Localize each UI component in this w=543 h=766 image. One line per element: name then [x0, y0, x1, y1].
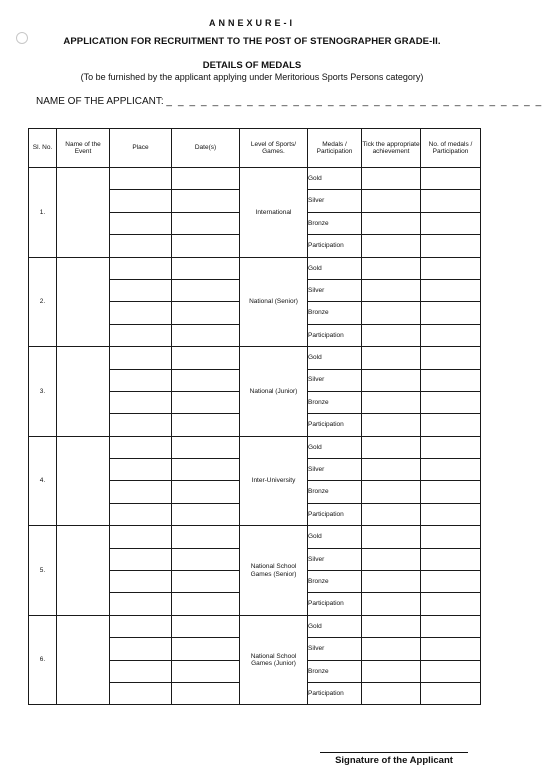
medal-type-cell: Bronze [308, 481, 362, 503]
place-cell[interactable] [110, 459, 172, 481]
date-cell[interactable] [172, 593, 240, 615]
place-cell[interactable] [110, 279, 172, 301]
applicant-name-label: NAME OF THE APPLICANT: [36, 96, 164, 107]
medal-count-cell[interactable] [421, 168, 481, 190]
tick-achievement-cell[interactable] [362, 436, 421, 458]
tick-achievement-cell[interactable] [362, 682, 421, 704]
medal-count-cell[interactable] [421, 459, 481, 481]
medal-count-cell[interactable] [421, 414, 481, 436]
medal-type-cell: Bronze [308, 660, 362, 682]
place-cell[interactable] [110, 660, 172, 682]
event-name-cell[interactable] [57, 168, 110, 258]
medals-table [28, 128, 481, 705]
medal-count-cell[interactable] [421, 481, 481, 503]
level-cell: International [240, 168, 308, 258]
serial-number-cell: 3. [29, 347, 57, 437]
medal-count-cell[interactable] [421, 257, 481, 279]
medal-type-cell: Silver [308, 548, 362, 570]
header-tick: Tick the appropriate achievement [362, 129, 421, 168]
level-cell: Inter-University [240, 436, 308, 526]
medal-type-cell: Silver [308, 638, 362, 660]
table-row [29, 168, 481, 190]
tick-achievement-cell[interactable] [362, 526, 421, 548]
date-cell[interactable] [172, 503, 240, 525]
date-cell[interactable] [172, 324, 240, 346]
date-cell[interactable] [172, 279, 240, 301]
medal-type-cell: Bronze [308, 302, 362, 324]
tick-achievement-cell[interactable] [362, 324, 421, 346]
table-row [29, 347, 481, 369]
date-cell[interactable] [172, 257, 240, 279]
tick-achievement-cell[interactable] [362, 235, 421, 257]
table-row [29, 615, 481, 637]
medal-type-cell: Silver [308, 190, 362, 212]
place-cell[interactable] [110, 347, 172, 369]
level-cell: National (Senior) [240, 257, 308, 347]
place-cell[interactable] [110, 369, 172, 391]
medal-count-cell[interactable] [421, 682, 481, 704]
event-name-cell[interactable] [57, 615, 110, 705]
event-name-cell[interactable] [57, 347, 110, 437]
tick-achievement-cell[interactable] [362, 459, 421, 481]
tick-achievement-cell[interactable] [362, 548, 421, 570]
medal-count-cell[interactable] [421, 235, 481, 257]
serial-number-cell: 2. [29, 257, 57, 347]
place-cell[interactable] [110, 324, 172, 346]
date-cell[interactable] [172, 548, 240, 570]
place-cell[interactable] [110, 571, 172, 593]
date-cell[interactable] [172, 391, 240, 413]
tick-achievement-cell[interactable] [362, 212, 421, 234]
place-cell[interactable] [110, 503, 172, 525]
medal-type-cell: Participation [308, 235, 362, 257]
annexure-heading: ANNEXURE-I [208, 18, 295, 28]
place-cell[interactable] [110, 235, 172, 257]
medals-table-body [29, 168, 481, 705]
place-cell[interactable] [110, 212, 172, 234]
table-row [29, 436, 481, 458]
medal-type-cell: Gold [308, 615, 362, 637]
serial-number-cell: 1. [29, 168, 57, 258]
tick-achievement-cell[interactable] [362, 391, 421, 413]
date-cell[interactable] [172, 212, 240, 234]
medal-type-cell: Silver [308, 369, 362, 391]
medal-count-cell[interactable] [421, 548, 481, 570]
tick-achievement-cell[interactable] [362, 481, 421, 503]
tick-achievement-cell[interactable] [362, 571, 421, 593]
medal-count-cell[interactable] [421, 660, 481, 682]
medal-type-cell: Participation [308, 593, 362, 615]
place-cell[interactable] [110, 302, 172, 324]
details-title: DETAILS OF MEDALS [202, 60, 302, 71]
medal-type-cell: Participation [308, 503, 362, 525]
date-cell[interactable] [172, 638, 240, 660]
place-cell[interactable] [110, 257, 172, 279]
medal-type-cell: Bronze [308, 212, 362, 234]
applicant-name-row [36, 96, 543, 107]
medal-count-cell[interactable] [421, 571, 481, 593]
table-row [29, 526, 481, 548]
medal-type-cell: Participation [308, 324, 362, 346]
date-cell[interactable] [172, 682, 240, 704]
tick-achievement-cell[interactable] [362, 503, 421, 525]
date-cell[interactable] [172, 168, 240, 190]
medal-type-cell: Gold [308, 168, 362, 190]
applicant-name-field[interactable]: _ _ _ _ _ _ _ _ _ _ _ _ _ _ _ _ _ _ _ _ _ _ _ _ _ _ _ _ _ _ _ _ _ [166, 96, 543, 107]
tick-achievement-cell[interactable] [362, 279, 421, 301]
header-sl-no: Sl. No. [29, 129, 57, 168]
date-cell[interactable] [172, 369, 240, 391]
medal-type-cell: Participation [308, 414, 362, 436]
medal-type-cell: Bronze [308, 391, 362, 413]
place-cell[interactable] [110, 481, 172, 503]
event-name-cell[interactable] [57, 257, 110, 347]
header-level: Level of Sports/ Games. [240, 129, 308, 168]
header-place: Place [110, 129, 172, 168]
medal-count-cell[interactable] [421, 369, 481, 391]
medal-count-cell[interactable] [421, 436, 481, 458]
date-cell[interactable] [172, 526, 240, 548]
place-cell[interactable] [110, 548, 172, 570]
place-cell[interactable] [110, 190, 172, 212]
tick-achievement-cell[interactable] [362, 593, 421, 615]
medal-count-cell[interactable] [421, 279, 481, 301]
place-cell[interactable] [110, 414, 172, 436]
header-count: No. of medals / Participation [421, 129, 481, 168]
table-header-row [29, 129, 481, 168]
event-name-cell[interactable] [57, 526, 110, 616]
tick-achievement-cell[interactable] [362, 369, 421, 391]
medal-count-cell[interactable] [421, 391, 481, 413]
place-cell[interactable] [110, 436, 172, 458]
serial-number-cell: 6. [29, 615, 57, 705]
date-cell[interactable] [172, 571, 240, 593]
level-cell: National (Junior) [240, 347, 308, 437]
date-cell[interactable] [172, 481, 240, 503]
medal-type-cell: Gold [308, 257, 362, 279]
place-cell[interactable] [110, 168, 172, 190]
medal-count-cell[interactable] [421, 302, 481, 324]
medal-type-cell: Silver [308, 279, 362, 301]
medal-type-cell: Silver [308, 459, 362, 481]
tick-achievement-cell[interactable] [362, 660, 421, 682]
date-cell[interactable] [172, 190, 240, 212]
medal-count-cell[interactable] [421, 526, 481, 548]
tick-achievement-cell[interactable] [362, 168, 421, 190]
application-title: APPLICATION FOR RECRUITMENT TO THE POST OF STENOGRAPHER GRADE-II. [63, 36, 441, 47]
date-cell[interactable] [172, 414, 240, 436]
medal-type-cell: Gold [308, 347, 362, 369]
place-cell[interactable] [110, 615, 172, 637]
date-cell[interactable] [172, 436, 240, 458]
date-cell[interactable] [172, 347, 240, 369]
tick-achievement-cell[interactable] [362, 414, 421, 436]
medal-type-cell: Bronze [308, 571, 362, 593]
place-cell[interactable] [110, 682, 172, 704]
place-cell[interactable] [110, 593, 172, 615]
header-medals: Medals / Participation [308, 129, 362, 168]
level-cell: National School Games (Junior) [240, 615, 308, 705]
place-cell[interactable] [110, 638, 172, 660]
signature-label: Signature of the Applicant [320, 752, 468, 766]
date-cell[interactable] [172, 660, 240, 682]
medal-type-cell: Participation [308, 682, 362, 704]
tick-achievement-cell[interactable] [362, 615, 421, 637]
details-subtitle: (To be furnished by the applicant applying under Meritorious Sports Persons category) [80, 72, 424, 82]
medal-type-cell: Gold [308, 436, 362, 458]
serial-number-cell: 5. [29, 526, 57, 616]
date-cell[interactable] [172, 302, 240, 324]
tick-achievement-cell[interactable] [362, 347, 421, 369]
place-cell[interactable] [110, 391, 172, 413]
level-cell: National School Games (Senior) [240, 526, 308, 616]
tick-achievement-cell[interactable] [362, 190, 421, 212]
tick-achievement-cell[interactable] [362, 638, 421, 660]
medal-count-cell[interactable] [421, 347, 481, 369]
medal-count-cell[interactable] [421, 324, 481, 346]
medal-count-cell[interactable] [421, 503, 481, 525]
medal-type-cell: Gold [308, 526, 362, 548]
date-cell[interactable] [172, 235, 240, 257]
date-cell[interactable] [172, 459, 240, 481]
medal-count-cell[interactable] [421, 190, 481, 212]
tick-achievement-cell[interactable] [362, 257, 421, 279]
medal-count-cell[interactable] [421, 212, 481, 234]
header-event-name: Name of the Event [57, 129, 110, 168]
place-cell[interactable] [110, 526, 172, 548]
header-dates: Date(s) [172, 129, 240, 168]
table-row [29, 257, 481, 279]
date-cell[interactable] [172, 615, 240, 637]
medal-count-cell[interactable] [421, 615, 481, 637]
medal-count-cell[interactable] [421, 593, 481, 615]
serial-number-cell: 4. [29, 436, 57, 526]
event-name-cell[interactable] [57, 436, 110, 526]
medal-count-cell[interactable] [421, 638, 481, 660]
tick-achievement-cell[interactable] [362, 302, 421, 324]
